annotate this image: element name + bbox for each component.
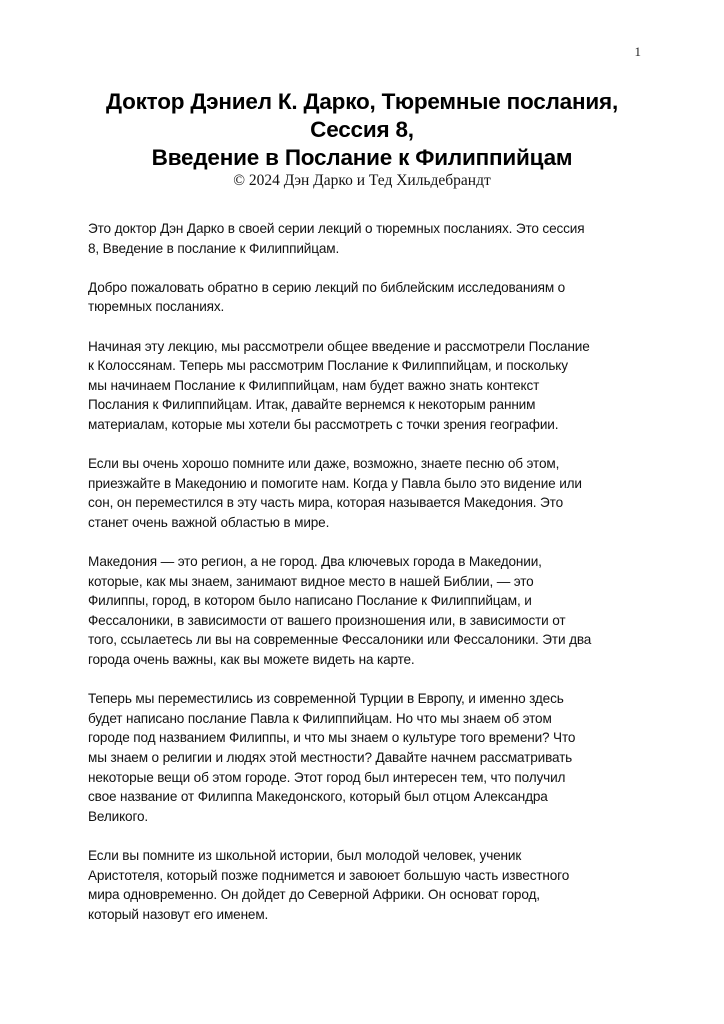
paragraph-context [88, 337, 648, 435]
text-line: Теперь мы переместились из современной Турции в Европу, и именно здесь [88, 691, 564, 707]
text-line: Если вы очень хорошо помните или даже, возможно, знаете песню об этом, [88, 456, 560, 472]
text-line: Начиная эту лекцию, мы рассмотрели общее введение и рассмотрели Послание [88, 338, 590, 354]
document-title-line-3: Введение в Послание к Филиппийцам [151, 145, 573, 170]
text-line: сон, он переместился в эту часть мира, которая называется Македония. Это [88, 495, 563, 511]
text-line: тюремных посланиях. [88, 299, 225, 315]
paragraph-alexander [88, 846, 648, 924]
document-header [0, 88, 724, 190]
document-title-line-1: Доктор Дэниел К. Дарко, Тюремные послания, [105, 89, 619, 114]
page-number: 1 [634, 44, 641, 59]
text-line: станет очень важной областью в мире. [88, 514, 330, 530]
text-line: некоторые вещи об этом городе. Этот город был интересен тем, что получил [88, 769, 566, 785]
text-line: к Колоссянам. Теперь мы рассмотрим Послание к Филиппийцам, и поскольку [88, 358, 568, 374]
text-line: Это доктор Дэн Дарко в своей серии лекций о тюремных посланиях. Это сессия [88, 221, 585, 236]
text-line: Аристотеля, который позже поднимется и завоюет большую часть известного [88, 867, 570, 883]
text-line: Добро пожаловать обратно в серию лекций по библейским исследованиям о [88, 279, 566, 295]
text-line: материалам, которые мы хотели бы рассмотреть с точки зрения географии. [88, 416, 559, 432]
text-line: Филиппы, город, в котором было написано Послание к Филиппийцам, и [88, 593, 532, 609]
text-line: свое название от Филиппа Македонского, который был отцом Александра [88, 789, 548, 805]
paragraph-macedonia-region [88, 552, 648, 670]
text-line: Македония — это регион, а не город. Два ключевых города в Македонии, [88, 554, 542, 570]
text-line: будет написано послание Павла к Филиппийцам. Но что мы знаем об этом [88, 710, 552, 726]
text-line: города очень важны, как вы можете видеть на карте. [88, 652, 415, 668]
paragraph-philippi-city [88, 689, 648, 826]
document-body [88, 219, 648, 944]
paragraph-macedonia-vision [88, 454, 648, 532]
text-line: мира одновременно. Он дойдет до Северной Африки. Он основат город, [88, 887, 540, 903]
text-line: того, ссылаетесь ли вы на современные Фессалоники или Фессалоники. Эти два [88, 632, 592, 648]
text-line: Великого. [88, 808, 149, 824]
paragraph-welcome [88, 278, 648, 317]
copyright-notice: © 2024 Дэн Дарко и Тед Хильдебрандт [233, 172, 491, 189]
text-line: который назовут его именем. [88, 906, 269, 922]
document-title-line-2: Сессия 8, [310, 117, 414, 142]
text-line: Послания к Филиппийцам. Итак, давайте вернемся к некоторым ранним [88, 397, 536, 413]
text-line: Если вы помните из школьной истории, был молодой человек, ученик [88, 848, 522, 863]
text-line: городе под названием Филиппы, и что мы знаем о культуре того времени? Что [88, 730, 576, 746]
text-line: которые, как мы знаем, занимают видное место в нашей Библии, — это [88, 573, 534, 589]
text-line: приезжайте в Македонию и помогите нам. Когда у Павла было это видение или [88, 475, 582, 491]
text-line: мы начинаем Послание к Филиппийцам, нам будет важно знать контекст [88, 377, 540, 393]
paragraph-intro [88, 219, 648, 258]
text-line: Фессалоники, в зависимости от вашего произношения или, в зависимости от [88, 612, 566, 628]
text-line: мы знаем о религии и людях этой местности? Давайте начнем рассматривать [88, 750, 573, 766]
text-line: 8, Введение в послание к Филиппийцам. [88, 240, 340, 256]
